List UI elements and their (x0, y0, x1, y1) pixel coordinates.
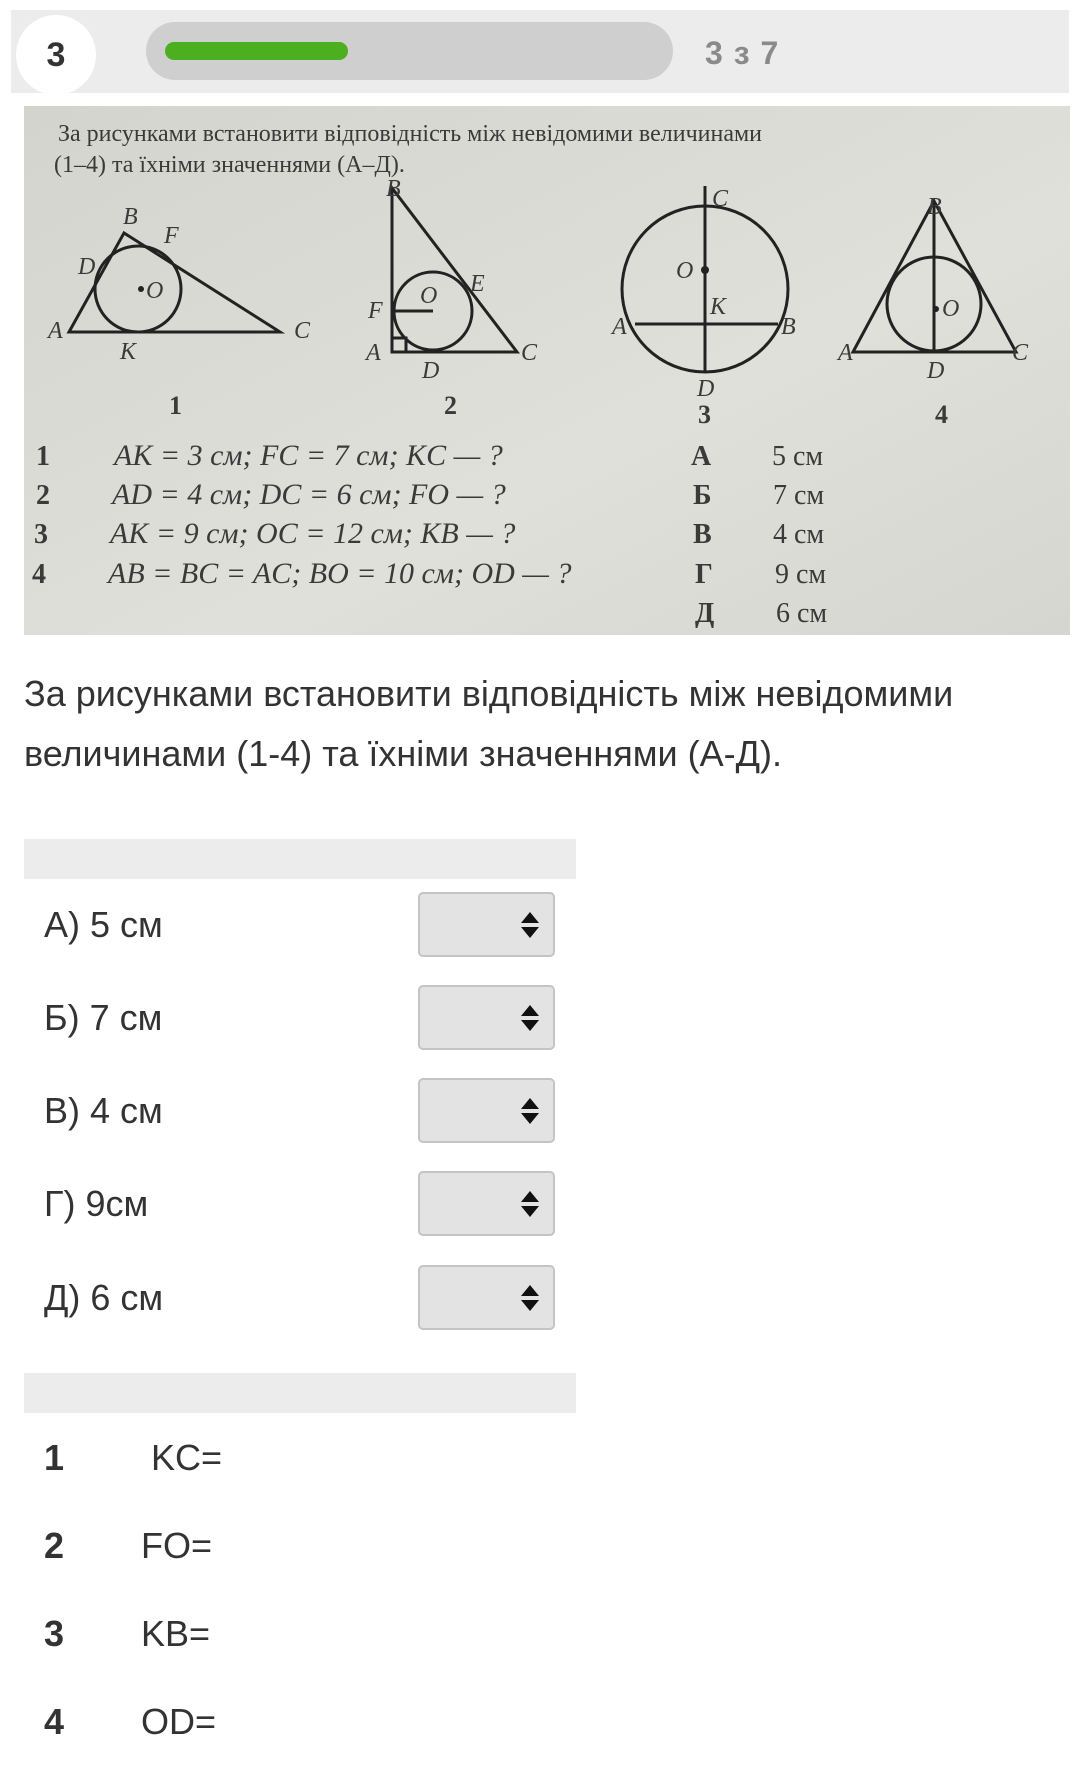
fig2-label-o: O (420, 283, 438, 309)
fig3-label-d: D (697, 376, 715, 402)
fig2-label-c: C (521, 340, 538, 366)
figure-3-number: 3 (698, 400, 711, 429)
fig2-label-d: D (422, 358, 440, 384)
option-v-letter: В (693, 519, 712, 550)
item-number-4: 4 (44, 1701, 65, 1742)
sort-arrows-icon (519, 1097, 541, 1125)
fig4-label-o: O (942, 296, 960, 322)
option-a-letter: А (691, 441, 712, 472)
fig2-label-e: E (470, 271, 485, 297)
progress-bar (146, 22, 673, 80)
fig2-label-a: A (366, 340, 381, 366)
fig1-label-b: B (123, 204, 138, 230)
photo-instruction-1: За рисунками встановити відповідність між невідомими величинами (58, 121, 763, 147)
answer-select-d[interactable] (418, 1265, 555, 1330)
fig4-label-c: C (1012, 340, 1029, 366)
progress-counter: 3 з 7 (705, 35, 780, 71)
fig1-label-d: D (78, 254, 96, 280)
option-g-value: 9 см (775, 559, 827, 590)
option-g-letter: Г (695, 559, 713, 590)
fig4-label-d: D (927, 358, 945, 384)
problem-3-text: AK = 9 см; OC = 12 см; KB — ? (110, 517, 516, 550)
item-row-4 (24, 1685, 624, 1755)
answer-row-d (24, 1257, 576, 1337)
problem-1-number: 1 (36, 441, 50, 472)
problem-1-text: AK = 3 см; FC = 7 см; KC — ? (114, 439, 503, 472)
answer-select-g[interactable] (418, 1171, 555, 1236)
question-number-badge: 3 (16, 15, 96, 95)
answer-row-a (24, 884, 576, 964)
figure-1-center-dot (138, 286, 144, 292)
answers-section-header (24, 839, 576, 879)
figure-1-number: 1 (169, 391, 182, 420)
fig3-label-o: O (676, 258, 694, 284)
figure-4-number: 4 (935, 400, 948, 429)
answer-row-b (24, 977, 576, 1057)
problem-2-text: AD = 4 см; DC = 6 см; FO — ? (112, 478, 506, 511)
fig2-label-f: F (368, 298, 383, 324)
fig4-label-a: A (838, 340, 853, 366)
fig3-label-b: B (781, 314, 796, 340)
sort-arrows-icon (519, 1190, 541, 1218)
option-b-letter: Б (693, 480, 712, 511)
items-section-header (24, 1373, 576, 1413)
figure-3-center-dot (701, 266, 709, 274)
problem-2-number: 2 (36, 480, 50, 511)
option-v-value: 4 см (773, 519, 825, 550)
photo-background (24, 106, 1070, 635)
item-number-1: 1 (44, 1437, 65, 1478)
answer-select-v[interactable] (418, 1078, 555, 1143)
item-row-2 (24, 1509, 624, 1579)
option-d-letter: Д (695, 598, 715, 629)
task-figure (24, 106, 1070, 635)
fig1-label-a: A (48, 318, 63, 344)
item-number-3: 3 (44, 1613, 65, 1654)
sort-arrows-icon (519, 1284, 541, 1312)
fig2-label-b: B (386, 176, 401, 202)
fig1-label-k: K (120, 339, 137, 365)
figure-2-number: 2 (444, 391, 457, 420)
problem-4-text: AB = BC = AC; BO = 10 см; OD — ? (108, 557, 572, 590)
option-b-value: 7 см (773, 480, 825, 511)
figure-4-center-dot (933, 306, 939, 312)
item-number-2: 2 (44, 1525, 65, 1566)
task-photo (24, 106, 1070, 635)
answer-label-g: Г) 9см (44, 1183, 149, 1224)
problem-4-number: 4 (32, 559, 46, 590)
option-d-value: 6 см (776, 598, 828, 629)
fig3-label-k: K (710, 294, 727, 320)
option-a-value: 5 см (772, 441, 824, 472)
item-label-2: FO= (141, 1525, 213, 1566)
answer-select-a[interactable] (418, 892, 555, 957)
fig1-label-c: C (294, 318, 311, 344)
fig3-label-a: A (612, 314, 627, 340)
item-label-1: KC= (151, 1437, 223, 1478)
sort-arrows-icon (519, 1004, 541, 1032)
fig1-label-f: F (164, 223, 179, 249)
progress-bar-fill (165, 42, 348, 60)
answer-label-d: Д) 6 см (44, 1277, 164, 1318)
photo-instruction-2: (1–4) та їхніми значеннями (А–Д). (54, 152, 405, 178)
answer-row-v (24, 1070, 576, 1150)
fig1-label-o: O (146, 278, 164, 304)
item-label-3: KB= (141, 1613, 211, 1654)
answer-label-v: В) 4 см (44, 1090, 163, 1131)
item-row-3 (24, 1597, 624, 1667)
question-text: За рисунками встановити відповідність між невідомими величинами (1-4) та їхніми значеннями (А-Д). (24, 673, 954, 774)
answer-row-g (24, 1163, 576, 1243)
problem-3-number: 3 (34, 519, 48, 550)
answer-label-a: А) 5 см (44, 904, 163, 945)
progress-header (11, 10, 1069, 93)
fig4-label-b: B (927, 194, 942, 220)
answer-select-b[interactable] (418, 985, 555, 1050)
sort-arrows-icon (519, 911, 541, 939)
item-label-4: OD= (141, 1701, 217, 1742)
answer-label-b: Б) 7 см (44, 997, 163, 1038)
fig3-label-c: C (712, 186, 729, 212)
item-row-1 (24, 1421, 624, 1491)
